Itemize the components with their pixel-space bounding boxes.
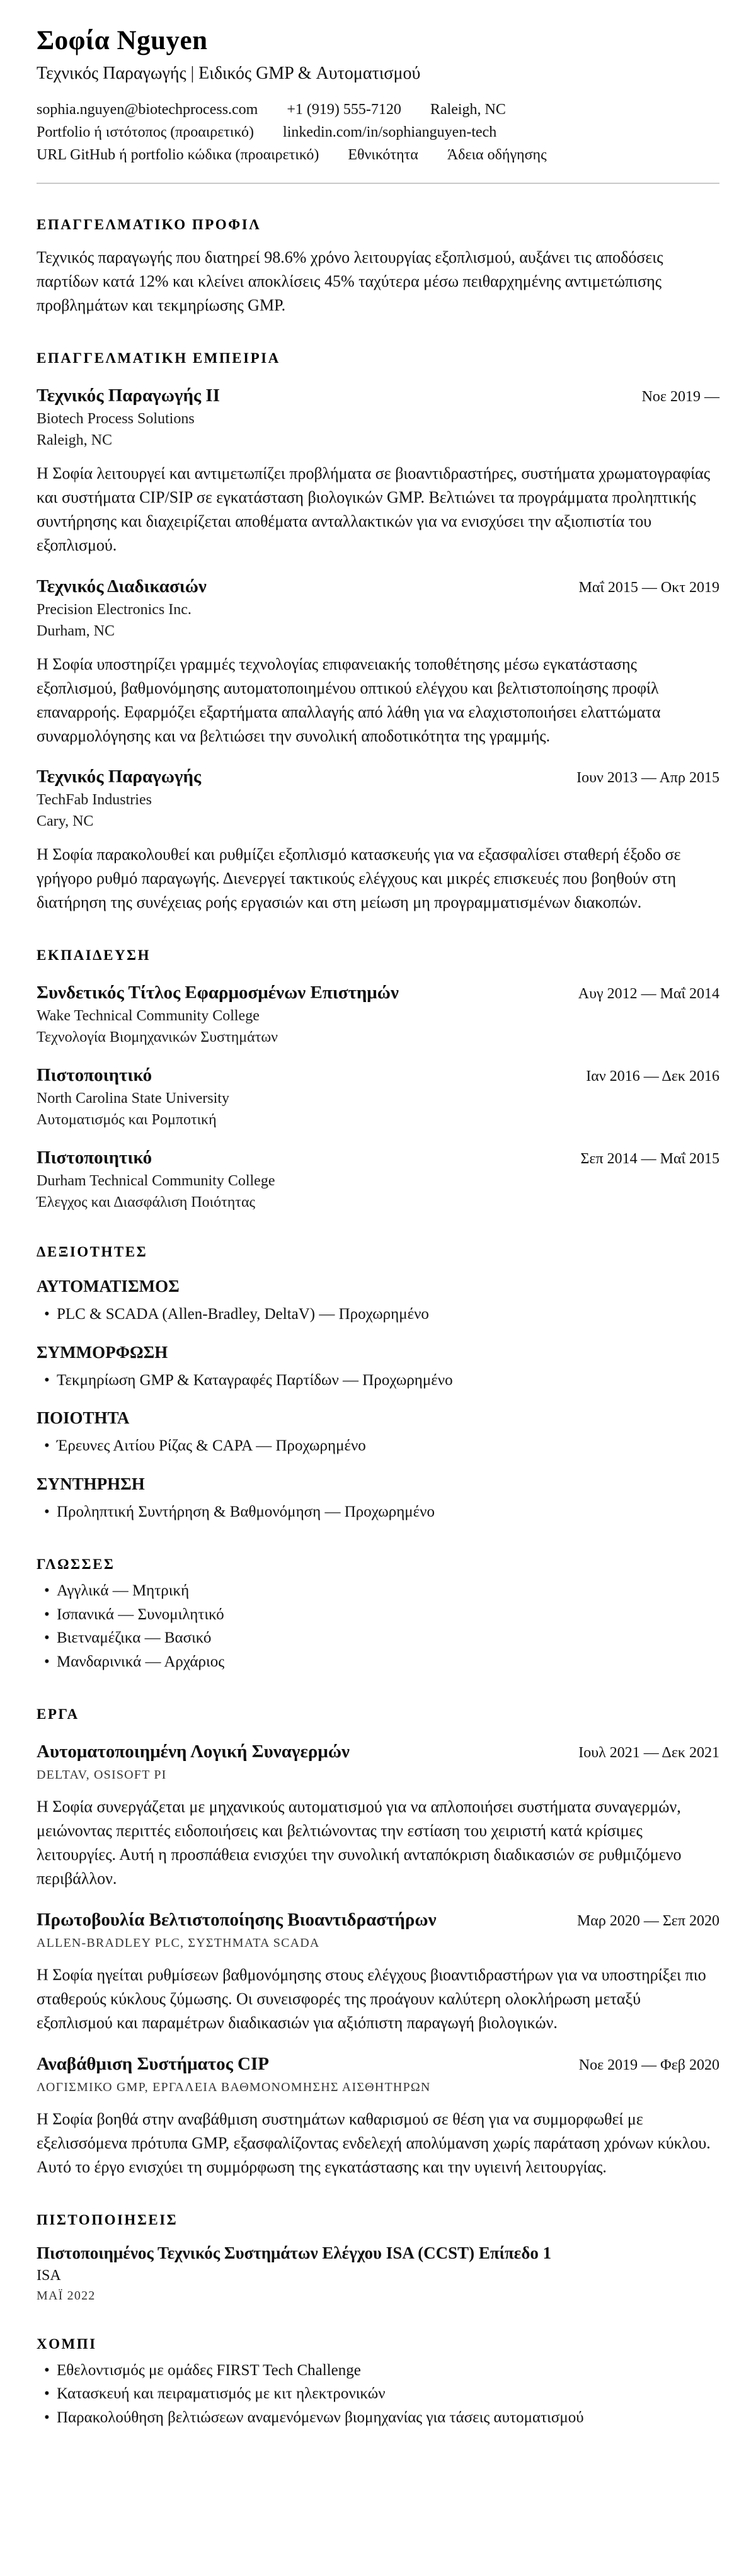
education-degree: Πιστοποιητικό xyxy=(37,1148,152,1168)
education-school: North Carolina State University xyxy=(37,1090,229,1107)
project-tools: ΛΟΓΙΣΜΙΚΟ GMP, ΕΡΓΑΛΕΙΑ ΒΑΘΜΟΝΟΜΗΣΗΣ ΑΙΣΘΗΤΗΡΩΝ xyxy=(37,2080,431,2095)
project-title: Αυτοματοποιημένη Λογική Συναγερμών xyxy=(37,1741,350,1762)
job-header xyxy=(37,576,719,597)
languages-section xyxy=(37,1556,719,1673)
language-item: • Αγγλικά — Μητρική xyxy=(37,1579,719,1603)
skills-heading: ΔΕΞΙΟΤΗΤΕΣ xyxy=(37,1244,148,1260)
job-description: Η Σοφία λειτουργεί και αντιμετωπίζει προβλήματα σε βιοαντιδραστήρες, συστήματα χρωματογραφίας και συστήματα CIP/SIP σε εγκατάσταση βιολογικών GMP. Βελτιώνει τα προγράμματα προληπτικής συντήρησης και διαχειρίζεται αποθέματα ανταλλακτικών για να ενισχύσει την αξιοπιστία του εξοπλισμού. xyxy=(37,464,711,554)
hobbies-section xyxy=(37,2336,719,2430)
job-dates: Ιουν 2013 — Απρ 2015 xyxy=(576,770,719,787)
project-description: Η Σοφία βοηθά στην αναβάθμιση συστημάτων καθαρισμού σε θέση για να συμμορφωθεί με εξελισσόμενα πρότυπα GMP, εξασφαλίζοντας ενδελεχή απολύμανση χωρίς παράταση χρόνων κύκλου. Αυτό το έργο ενισχύει τη συμμόρφωση της εγκατάστασης και την υγιεινή λειτουργίας. xyxy=(37,2110,711,2176)
languages-heading: ΓΛΩΣΣΕΣ xyxy=(37,1556,115,1573)
skill-group-name: ΠΟΙΟΤΗΤΑ xyxy=(37,1408,130,1428)
education-entry xyxy=(37,1065,719,1129)
header-divider xyxy=(37,183,719,184)
project-description: Η Σοφία συνεργάζεται με μηχανικούς αυτοματισμού για να απλοποιήσει συστήματα συναγερμών, μειώνοντας περιττές ειδοποιήσεις και βελτιώνοντας την εστίαση του χειριστή κατά κρίσιμες λειτουργίες. Αυτή η προσπάθεια ενισχύει την συνολική ανταπόκριση διαδικασιών σε ρυθμιζόμενο περιβάλλον. xyxy=(37,1798,682,1888)
skill-group xyxy=(37,1277,719,1326)
language-item: • Μανδαρινικά — Αρχάριος xyxy=(37,1650,719,1674)
job-location: Cary, NC xyxy=(37,813,94,830)
projects-heading: ΕΡΓΑ xyxy=(37,1706,79,1723)
skill-item: • Προληπτική Συντήρηση & Βαθμονόμηση — Προχωρημένο xyxy=(37,1500,719,1524)
education-field: Τεχνολογία Βιομηχανικών Συστημάτων xyxy=(37,1029,278,1046)
skill-list xyxy=(37,1302,719,1326)
skill-item: • PLC & SCADA (Allen-Bradley, DeltaV) — Προχωρημένο xyxy=(37,1302,719,1326)
education-heading: ΕΚΠΑΙΔΕΥΣΗ xyxy=(37,947,151,964)
skill-group xyxy=(37,1474,719,1524)
certification-date: ΜΑΪ 2022 xyxy=(37,2288,96,2303)
job-entry xyxy=(37,385,719,557)
job-company: Precision Electronics Inc. xyxy=(37,601,192,618)
job-company: TechFab Industries xyxy=(37,792,152,809)
contact-row-tertiary xyxy=(37,147,719,164)
certifications-heading: ΠΙΣΤΟΠΟΙΗΣΕΙΣ xyxy=(37,2211,178,2228)
nationality-label: Εθνικότητα xyxy=(348,147,418,163)
skill-item: • Έρευνες Αιτίου Ρίζας & CAPA — Προχωρημένο xyxy=(37,1434,719,1458)
skill-group-name: ΣΥΜΜΟΡΦΩΣΗ xyxy=(37,1342,168,1362)
driving-license-label: Άδεια οδήγησης xyxy=(447,147,547,163)
job-company: Biotech Process Solutions xyxy=(37,410,195,427)
job-title: Τεχνικός Παραγωγής xyxy=(37,767,202,787)
education-entry xyxy=(37,983,719,1046)
experience-section xyxy=(37,350,719,915)
skills-section xyxy=(37,1244,719,1524)
certification-entry xyxy=(37,2243,719,2303)
github-label: URL GitHub ή portfolio κώδικα (προαιρετικό) xyxy=(37,147,319,163)
education-degree: Πιστοποιητικό xyxy=(37,1065,152,1086)
education-dates: Ιαν 2016 — Δεκ 2016 xyxy=(586,1068,719,1085)
candidate-name: Σοφία Nguyen xyxy=(37,26,208,55)
hobby-item: • Εθελοντισμός με ομάδες FIRST Tech Challenge xyxy=(37,2359,719,2383)
resume-header xyxy=(37,25,719,184)
project-entry xyxy=(37,1741,719,1891)
skill-group xyxy=(37,1343,719,1393)
certifications-section xyxy=(37,2212,719,2303)
education-dates: Αυγ 2012 — Μαΐ 2014 xyxy=(578,986,719,1003)
job-dates: Νοε 2019 — xyxy=(641,388,719,405)
contact-row-primary xyxy=(37,101,719,118)
profile-text: Τεχνικός παραγωγής που διατηρεί 98.6% χρόνο λειτουργίας εξοπλισμού, αυξάνει τις αποδόσεις παρτίδων κατά 12% και κλείνει αποκλίσεις 45% ταχύτερα μέσω πειθαρχημένης αντιμετώπισης προβλημάτων και τεκμηρίωσης GMP. xyxy=(37,248,663,314)
language-item: • Ισπανικά — Συνομιλητικό xyxy=(37,1603,719,1627)
job-title: Τεχνικός Διαδικασιών xyxy=(37,576,207,596)
education-school: Wake Technical Community College xyxy=(37,1008,260,1025)
location-text: Raleigh, NC xyxy=(430,101,506,118)
job-dates: Μαΐ 2015 — Οκτ 2019 xyxy=(578,579,719,596)
education-dates: Σεπ 2014 — Μαΐ 2015 xyxy=(580,1151,719,1168)
hobby-list xyxy=(37,2359,719,2430)
project-tools: DELTAV, OSISOFT PI xyxy=(37,1768,167,1782)
language-list xyxy=(37,1579,719,1673)
job-location: Raleigh, NC xyxy=(37,431,112,448)
education-section xyxy=(37,947,719,1211)
education-field: Έλεγχος και Διασφάλιση Ποιότητας xyxy=(37,1194,256,1211)
education-header xyxy=(37,1065,719,1086)
project-entry xyxy=(37,1910,719,2035)
profile-heading: ΕΠΑΓΓΕΛΜΑΤΙΚΟ ΠΡΟΦΙΛ xyxy=(37,217,261,232)
linkedin-text: linkedin.com/in/sophianguyen-tech xyxy=(283,124,497,140)
skill-group-name: ΣΥΝΤΗΡΗΣΗ xyxy=(37,1474,145,1493)
skill-group-name: ΑΥΤΟΜΑΤΙΣΜΟΣ xyxy=(37,1277,180,1296)
experience-heading: ΕΠΑΓΓΕΛΜΑΤΙΚΗ ΕΜΠΕΙΡΙΑ xyxy=(37,350,280,366)
skill-group xyxy=(37,1408,719,1458)
education-school: Durham Technical Community College xyxy=(37,1173,275,1190)
portfolio-label: Portfolio ή ιστότοπος (προαιρετικό) xyxy=(37,124,255,140)
hobbies-heading: ΧΟΜΠΙ xyxy=(37,2335,97,2352)
job-description: Η Σοφία υποστηρίζει γραμμές τεχνολογίας επιφανειακής τοποθέτησης μέσω εγκατάστασης εξοπλισμού, βαθμονόμησης αυτοματοποιημένου οπτικού ελέγχου και βελτιστοποίησης προφίλ επαναρροής. Εφαρμόζει εξαρτήματα απαλλαγής από λάθη για να ελαχιστοποιήσει ελαττώματα συναρμολόγησης και να βελτιώσει την συνολική αποδοτικότητα της γραμμής. xyxy=(37,654,661,745)
skill-list xyxy=(37,1500,719,1524)
skill-item: • Τεκμηρίωση GMP & Καταγραφές Παρτίδων — Προχωρημένο xyxy=(37,1369,719,1393)
profile-section xyxy=(37,217,719,317)
project-dates: Ιουλ 2021 — Δεκ 2021 xyxy=(578,1745,719,1762)
hobby-item: • Κατασκευή και πειραματισμός με κιτ ηλεκτρονικών xyxy=(37,2382,719,2406)
candidate-headline: Τεχνικός Παραγωγής | Ειδικός GMP & Αυτοματισμού xyxy=(37,64,421,83)
education-header xyxy=(37,983,719,1003)
education-entry xyxy=(37,1148,719,1211)
education-header xyxy=(37,1148,719,1168)
job-header xyxy=(37,767,719,787)
project-description: Η Σοφία ηγείται ρυθμίσεων βαθμονόμησης στους ελέγχους βιοαντιδραστήρων για να υποστηρίξει πιο σταθερούς κύκλους ζύμωσης. Οι συνεισφορές της προάγουν καλύτερη ολοκλήρωση μεταξύ εξοπλισμού και παραμέτρων διαδικασιών για αξιόπιστη παραγωγή βιολογικών. xyxy=(37,1966,706,2032)
job-entry xyxy=(37,576,719,748)
certification-issuer: ISA xyxy=(37,2267,61,2284)
hobby-item: • Παρακολούθηση βελτιώσεων αναμενόμενων βιομηχανίας για τάσεις αυτοματισμού xyxy=(37,2406,719,2430)
project-title: Αναβάθμιση Συστήματος CIP xyxy=(37,2054,269,2075)
email-text: sophia.nguyen@biotechprocess.com xyxy=(37,101,258,118)
job-description: Η Σοφία παρακολουθεί και ρυθμίζει εξοπλισμό κατασκευής για να εξασφαλίσει σταθερή έξοδο σε γρήγορο ρυθμό παραγωγής. Διενεργεί τακτικούς ελέγχους και μικρές επισκευές που βοηθούν στη διατήρηση της συνέχειας ροής εργασιών και στη μείωση μη προγραμματισμένων διακοπών. xyxy=(37,845,681,912)
skill-list xyxy=(37,1369,719,1393)
project-dates: Νοε 2019 — Φεβ 2020 xyxy=(578,2057,719,2074)
education-field: Αυτοματισμός και Ρομποτική xyxy=(37,1112,217,1129)
job-title: Τεχνικός Παραγωγής II xyxy=(37,385,220,406)
project-entry xyxy=(37,2054,719,2179)
contact-row-secondary xyxy=(37,124,719,141)
job-location: Durham, NC xyxy=(37,622,115,639)
project-header xyxy=(37,1741,719,1762)
project-tools: ALLEN-BRADLEY PLC, ΣΥΣΤΗΜΑΤΑ SCADA xyxy=(37,1936,320,1951)
project-header xyxy=(37,1910,719,1930)
job-entry xyxy=(37,767,719,915)
project-header xyxy=(37,2054,719,2075)
projects-section xyxy=(37,1706,719,2179)
phone-text: +1 (919) 555-7120 xyxy=(287,101,401,118)
project-dates: Μαρ 2020 — Σεπ 2020 xyxy=(576,1913,719,1930)
certification-name: Πιστοποιημένος Τεχνικός Συστημάτων Ελέγχου ISA (CCST) Επίπεδο 1 xyxy=(37,2243,552,2262)
language-item: • Βιετναμέζικα — Βασικό xyxy=(37,1626,719,1650)
skill-list xyxy=(37,1434,719,1458)
project-title: Πρωτοβουλία Βελτιστοποίησης Βιοαντιδραστήρων xyxy=(37,1910,437,1930)
education-degree: Συνδετικός Τίτλος Εφαρμοσμένων Επιστημών xyxy=(37,983,399,1003)
job-header xyxy=(37,385,719,406)
